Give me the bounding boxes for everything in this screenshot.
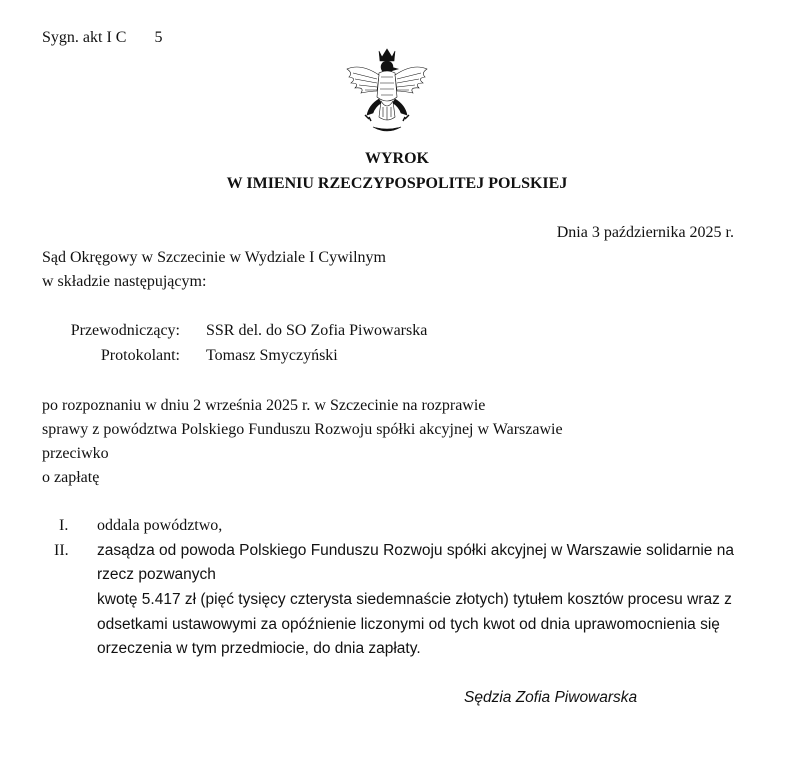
hearing-line-2: sprawy z powództwa Polskiego Funduszu Rozwoju spółki akcyjnej w Warszawie	[42, 421, 563, 438]
eagle-emblem	[343, 47, 431, 139]
case-number	[42, 29, 162, 47]
judge-signature: Sędzia Zofia Piwowarska	[464, 689, 638, 706]
court-composition-intro: w składzie następującym:	[42, 273, 207, 290]
case-number-suffix: 5	[154, 29, 163, 46]
ruling-item-1-number: I.	[59, 517, 69, 534]
case-number-label: Sygn. akt I C	[42, 29, 127, 46]
ruling-item-1-text: oddala powództwo,	[97, 517, 223, 534]
date-line: Dnia 3 października 2025 r.	[556, 224, 734, 241]
chair-label: Przewodniczący:	[70, 322, 180, 339]
judgment-title: WYROK	[365, 150, 429, 167]
judgment-subtitle: W IMIENIU RZECZYPOSPOLITEJ POLSKIEJ	[226, 175, 568, 192]
ruling-item-2-line-5: orzeczenia w tym przedmiocie, do dnia zapłaty.	[97, 640, 421, 657]
clerk-value: Tomasz Smyczyński	[206, 347, 338, 364]
ruling-item-2-line-4: odsetkami ustawowymi za opóźnienie liczonymi od tych kwot od dnia uprawomocnienia się	[97, 616, 720, 633]
court-name: Sąd Okręgowy w Szczecinie w Wydziale I Cywilnym	[42, 249, 386, 266]
ruling-item-2-number: II.	[54, 542, 69, 559]
ruling-item-2-line-3: kwotę 5.417 zł (pięć tysięcy czterysta siedemnaście złotych) tytułem kosztów procesu wraz z	[97, 591, 732, 608]
ruling-item-2-line-1: zasądza od powoda Polskiego Funduszu Rozwoju spółki akcyjnej w Warszawie solidarnie na	[97, 542, 734, 559]
hearing-line-4: o zapłatę	[42, 469, 100, 486]
hearing-line-1: po rozpoznaniu w dniu 2 września 2025 r. w Szczecinie na rozprawie	[42, 397, 486, 414]
redaction	[126, 30, 154, 46]
chair-value: SSR del. do SO Zofia Piwowarska	[206, 322, 428, 339]
hearing-line-3: przeciwko	[42, 445, 109, 462]
clerk-label: Protokolant:	[100, 347, 180, 364]
ruling-item-2-line-2: rzecz pozwanych	[97, 566, 216, 583]
